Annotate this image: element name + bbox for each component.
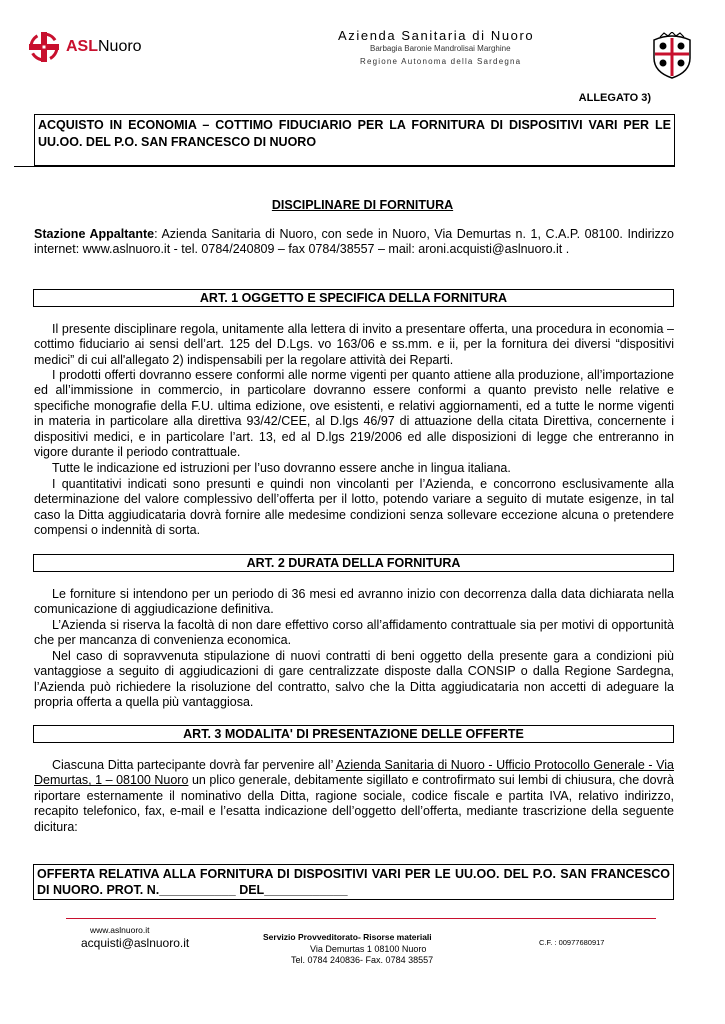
header-subtitle: Barbagia Baronie Mandrolisai Marghine [370, 44, 511, 53]
allegato-label: ALLEGATO 3) [578, 92, 651, 104]
footer-service: Servizio Provveditorato- Risorse materiali [263, 932, 432, 942]
art1-paragraph-3: Tutte le indicazione ed istruzioni per l’uso dovranno essere anche in lingua italiana. [52, 461, 511, 475]
art2-heading: ART. 2 DURATA DELLA FORNITURA [33, 554, 674, 572]
stazione-label: Stazione Appaltante [34, 227, 155, 241]
document-title-box [34, 114, 675, 166]
offer-label-box: OFFERTA RELATIVA ALLA FORNITURA DI DISPOSITIVI VARI PER LE UU.OO. DEL P.O. SAN FRANCESCO DI NUORO. PROT. N.___________ DEL____________ [33, 864, 674, 900]
divider [14, 166, 675, 167]
art2-paragraph-3: Nel caso di sopravvenuta stipulazione di nuovi contratti di beni oggetto della presente gara a condizioni più vantaggiose a seguito di aggiudicazioni di gare centralizzate disposte dalla CONSIP o dalla Regione Sardegna, l’Azienda può richiedere la risoluzione del contratto, salvo che la Ditta aggiudicataria non accetti di adeguare la propria offerta a quella più vantaggiosa. [34, 649, 674, 710]
asl-logo-text: ASLNuoro [66, 38, 142, 55]
document-title: ACQUISTO IN ECONOMIA – COTTIMO FIDUCIARIO PER LA FORNITURA DI DISPOSITIVI VARI PER LE UU.OO. DEL P.O. SAN FRANCESCO DI NUORO [38, 118, 671, 149]
disciplinare-heading: DISCIPLINARE DI FORNITURA [271, 198, 454, 212]
footer-address: Via Demurtas 1 08100 Nuoro [310, 944, 427, 954]
header-title: Azienda Sanitaria di Nuoro [338, 28, 535, 43]
footer-divider [66, 918, 656, 919]
stazione-appaltante: Stazione Appaltante: Azienda Sanitaria di Nuoro, con sede in Nuoro, Via Demurtas n. 1, C.A.P. 08100. Indirizzo internet: www.aslnuoro.it - tel. 0784/240809 – fax 0784/38557 – mail: aroni.acquisti@aslnuoro.it . [34, 227, 675, 257]
asl-logo-icon [27, 30, 61, 64]
art1-paragraph-4: I quantitativi indicati sono presunti e quindi non vincolanti per l’Azienda, e concorrono esclusivamente alla determinazione del valore complessivo dell’offerta per il lotto, potendo variare a seguito di mutate esigenze, in tal caso la Ditta aggiudicataria dovrà fornire alle medesime condizioni senza sollevare eccezione alcuna o pretendere compensi o indennità di sorta. [34, 477, 674, 538]
art2-paragraph-1: Le forniture si intendono per un periodo di 36 mesi ed avranno inizio con decorrenza dalla data dichiarata nella comunicazione di aggiudicazione definitiva. [34, 587, 674, 617]
protocollo-address: Azienda Sanitaria di Nuoro - Ufficio Protocollo Generale - Via Demurtas, 1 – 08100 Nuoro [34, 758, 674, 788]
art1-heading: ART. 1 OGGETTO E SPECIFICA DELLA FORNITURA [33, 289, 674, 307]
footer-cf: C.F. : 00977680917 [539, 938, 605, 947]
sardinia-coat-of-arms-icon [650, 32, 694, 80]
art3-paragraph-1: Ciascuna Ditta partecipante dovrà far pervenire all’ Azienda Sanitaria di Nuoro - Ufficio Protocollo Generale - Via Demurtas, 1 – 08100 Nuoro un plico generale, debitamente sigillato e controfirmato sui lembi di chiusura, che dovrà riportare esternamente il nominativo della Ditta, ragione sociale, codice fiscale e partita IVA, relativo indirizzo, recapito telefonico, fax, e-mail e l’esatta indicazione dell’oggetto dell’offerta, mediante trascrizione della seguente dicitura: [34, 758, 674, 834]
art1-paragraph-1: Il presente disciplinare regola, unitamente alla lettera di invito a presentare offerta, una procedura in economia – cottimo fiduciario ai sensi dell’art. 125 del D.Lgs. vo 163/06 e ss.mm. e ii, per la fornitura dei diversi “dispositivi medici” di cui all'allegato 2) indispensabili per la regolare attività dei Reparti. [34, 322, 674, 367]
art2-paragraph-2: L’Azienda si riserva la facoltà di non dare effettivo corso all’affidamento contrattuale sia per motivi di opportunità che per mancanza di convenienza economica. [34, 618, 674, 648]
footer-web: www.aslnuoro.it [90, 925, 150, 935]
header-region: Regione Autonoma della Sardegna [360, 57, 522, 66]
art1-paragraph-2: I prodotti offerti dovranno essere conformi alle norme vigenti per quanto attiene alla produzione, all’importazione ed all’immissione in commercio, in particolare dovranno essere conformi a quanto previsto nelle relative e specifiche monografie della F.U. ultima edizione, ove esistenti, e relativi aggiornamenti, ed a tutte le norme vigenti in materia in particolare alla direttiva 93/42/CEE, al D.lgs 46/97 di attuazione della citata Direttiva, concernente i dispositivi medici, e in particolare l’art. 13, ed al D.lgs 219/2006 ed alle disposizioni di legge che entreranno in vigore durante il periodo contrattuale. [34, 368, 674, 460]
footer-tel: Tel. 0784 240836- Fax. 0784 38557 [291, 955, 434, 965]
footer-mail: acquisti@aslnuoro.it [81, 936, 190, 950]
art3-heading: ART. 3 MODALITA' DI PRESENTAZIONE DELLE OFFERTE [33, 725, 674, 743]
